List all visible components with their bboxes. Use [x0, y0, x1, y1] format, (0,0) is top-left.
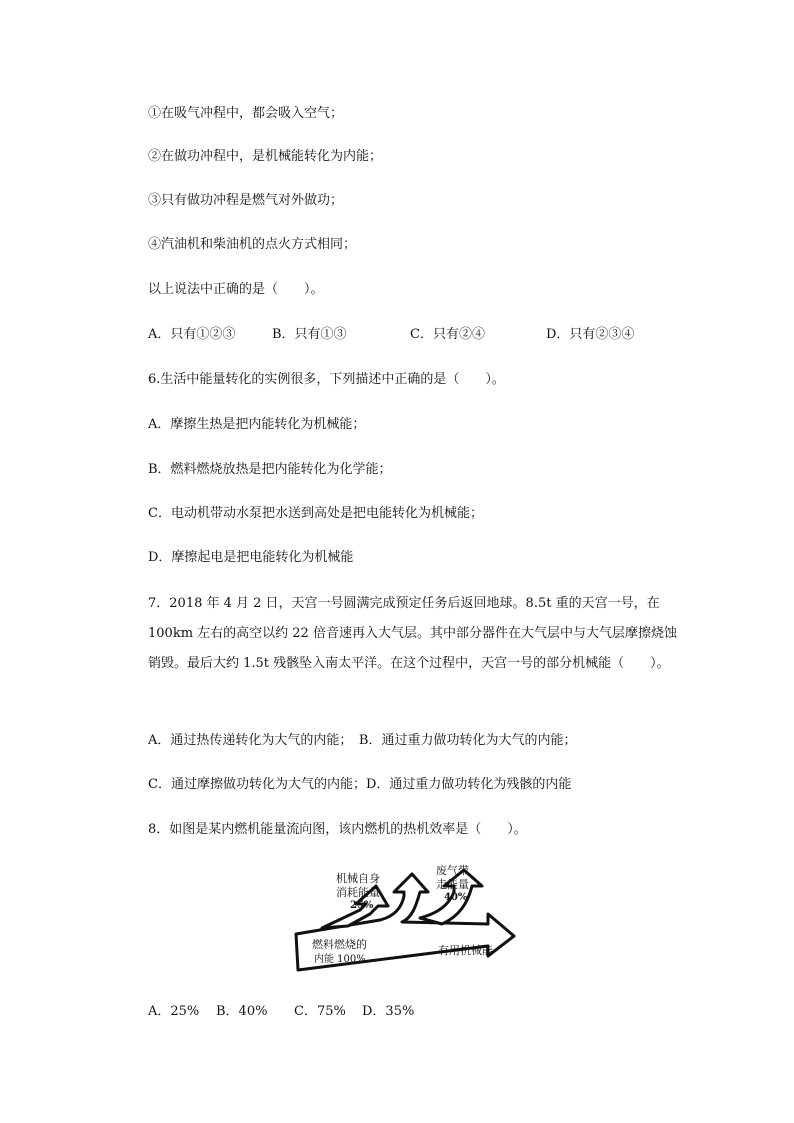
- q6-stem: 6.生活中能量转化的实例很多，下列描述中正确的是（ ）。: [148, 372, 505, 387]
- q6-option-d: D．摩擦起电是把电能转化为机械能: [148, 550, 354, 565]
- q7-stem-text: 7．2018 年 4 月 2 日，天宫一号圆满完成预定任务后返回地球。8.5t 重的天宫一号，在 100km 左右的高空以约 22 倍音速再入大气层。其中部分器件在大气层中与大气层摩擦烧蚀销毁。最后大约 1.5t 残骸坠入南太平洋。在这个过程中，天宫一号的部分机械能（ ）。: [148, 596, 677, 671]
- q7-options-ab: A．通过热传递转化为大气的内能； B．通过重力做功转化为大气的内能；: [148, 733, 577, 748]
- q6-option-b: B．燃料燃烧放热是把内能转化为化学能；: [148, 462, 392, 477]
- q7-options-cd: C．通过摩擦做功转化为大气的内能；D．通过重力做功转化为残骸的内能: [148, 777, 572, 792]
- q5-option-b: B．只有①③: [272, 327, 347, 342]
- useful-energy-label: 有用机械能: [438, 944, 493, 957]
- loss2-line1: 废气带: [436, 864, 469, 877]
- q5-option-c: C．只有②④: [410, 327, 485, 342]
- q6-option-c: C．电动机带动水泵把水送到高处是把电能转化为机械能；: [148, 506, 483, 521]
- q8-stem: 8．如图是某内燃机能量流向图，该内燃机的热机效率是（ ）。: [148, 822, 527, 837]
- loss2-value: 40%: [444, 892, 468, 903]
- q5-option-a: A．只有①②③: [148, 327, 236, 342]
- q8-option-d: D．35%: [362, 1004, 415, 1019]
- statement-4: ④汽油机和柴油机的点火方式相同；: [148, 237, 357, 252]
- statement-1: ①在吸气冲程中，都会吸入空气；: [148, 106, 344, 121]
- q8-option-b: B．40%: [216, 1004, 268, 1019]
- q6-option-a: A．摩擦生热是把内能转化为机械能；: [148, 417, 366, 432]
- input-line1: 燃料燃烧的: [312, 938, 367, 951]
- q8-option-c: C．75%: [294, 1004, 346, 1019]
- q5-prompt: 以上说法中正确的是（ ）。: [148, 282, 324, 297]
- statement-3: ③只有做功冲程是燃气对外做功；: [148, 193, 344, 208]
- q8-option-a: A．25%: [148, 1004, 200, 1019]
- loss2-line2: 走能量: [436, 878, 469, 891]
- loss1-line2: 消耗能量: [336, 886, 380, 899]
- input-line2: 内能 100%: [314, 954, 366, 965]
- q5-option-d: D．只有②③④: [546, 327, 635, 342]
- statement-2: ②在做功冲程中，是机械能转化为内能；: [148, 149, 383, 164]
- q7-stem: [120, 589, 680, 679]
- loss1-value: 25%: [350, 900, 374, 911]
- loss1-line1: 机械自身: [336, 872, 380, 885]
- energy-flow-diagram: [292, 858, 522, 982]
